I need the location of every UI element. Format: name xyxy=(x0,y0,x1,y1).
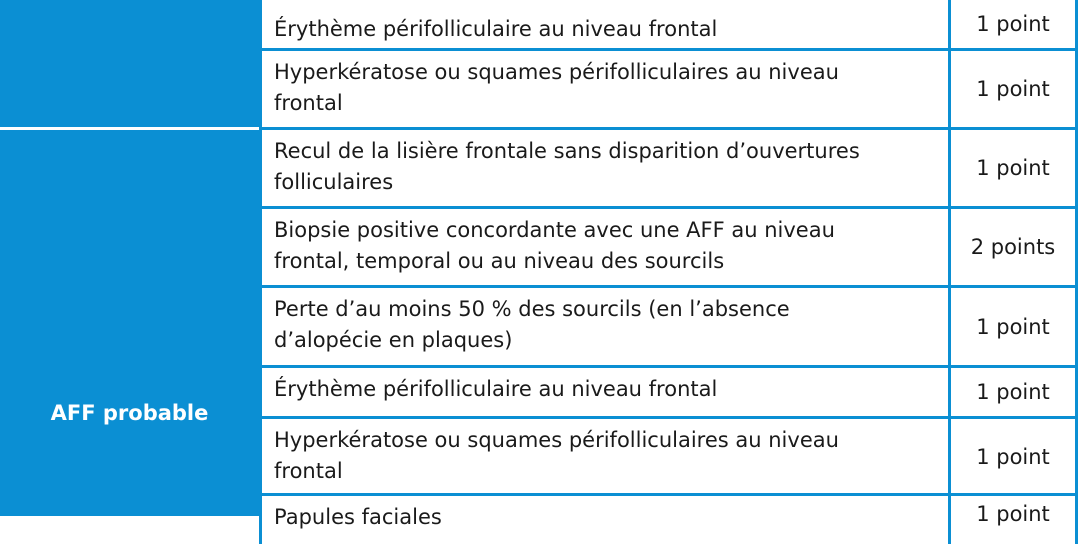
group-label-aff-probable: AFF probable xyxy=(50,401,209,425)
criterion-text: Perte d’au moins 50 % des sourcils (en l’absence d’alopécie en plaques) xyxy=(259,288,951,365)
criterion-text: Papules faciales xyxy=(259,496,951,544)
criterion-text: Hyperkératose ou squames périfolliculaires au niveau frontal xyxy=(259,419,951,495)
points-value: 1 point xyxy=(951,130,1078,206)
table-row xyxy=(259,493,1078,544)
points-value: 1 point xyxy=(951,51,1078,127)
table-row xyxy=(259,48,1078,127)
table-row xyxy=(259,365,1078,416)
table-row xyxy=(259,127,1078,206)
points-value: 1 point xyxy=(951,288,1078,365)
points-value: 2 points xyxy=(951,209,1078,285)
points-value: 1 point xyxy=(951,419,1078,495)
points-value: 1 point xyxy=(951,368,1078,416)
points-value: 1 point xyxy=(951,0,1078,48)
table-row xyxy=(259,0,1078,48)
criterion-text: Recul de la lisière frontale sans disparition d’ouvertures folliculaires xyxy=(259,130,951,206)
group-column xyxy=(0,0,259,516)
group-separator xyxy=(0,127,259,130)
table-row xyxy=(259,206,1078,285)
criterion-text: Érythème périfolliculaire au niveau frontal xyxy=(259,0,951,48)
table-row xyxy=(259,416,1078,495)
criterion-text: Hyperkératose ou squames périfolliculaires au niveau frontal xyxy=(259,51,951,127)
criterion-text: Érythème périfolliculaire au niveau frontal xyxy=(259,368,951,416)
criterion-text: Biopsie positive concordante avec une AFF au niveau frontal, temporal ou au niveau des sourcils xyxy=(259,209,951,285)
points-value: 1 point xyxy=(951,496,1078,544)
table-row xyxy=(259,285,1078,365)
